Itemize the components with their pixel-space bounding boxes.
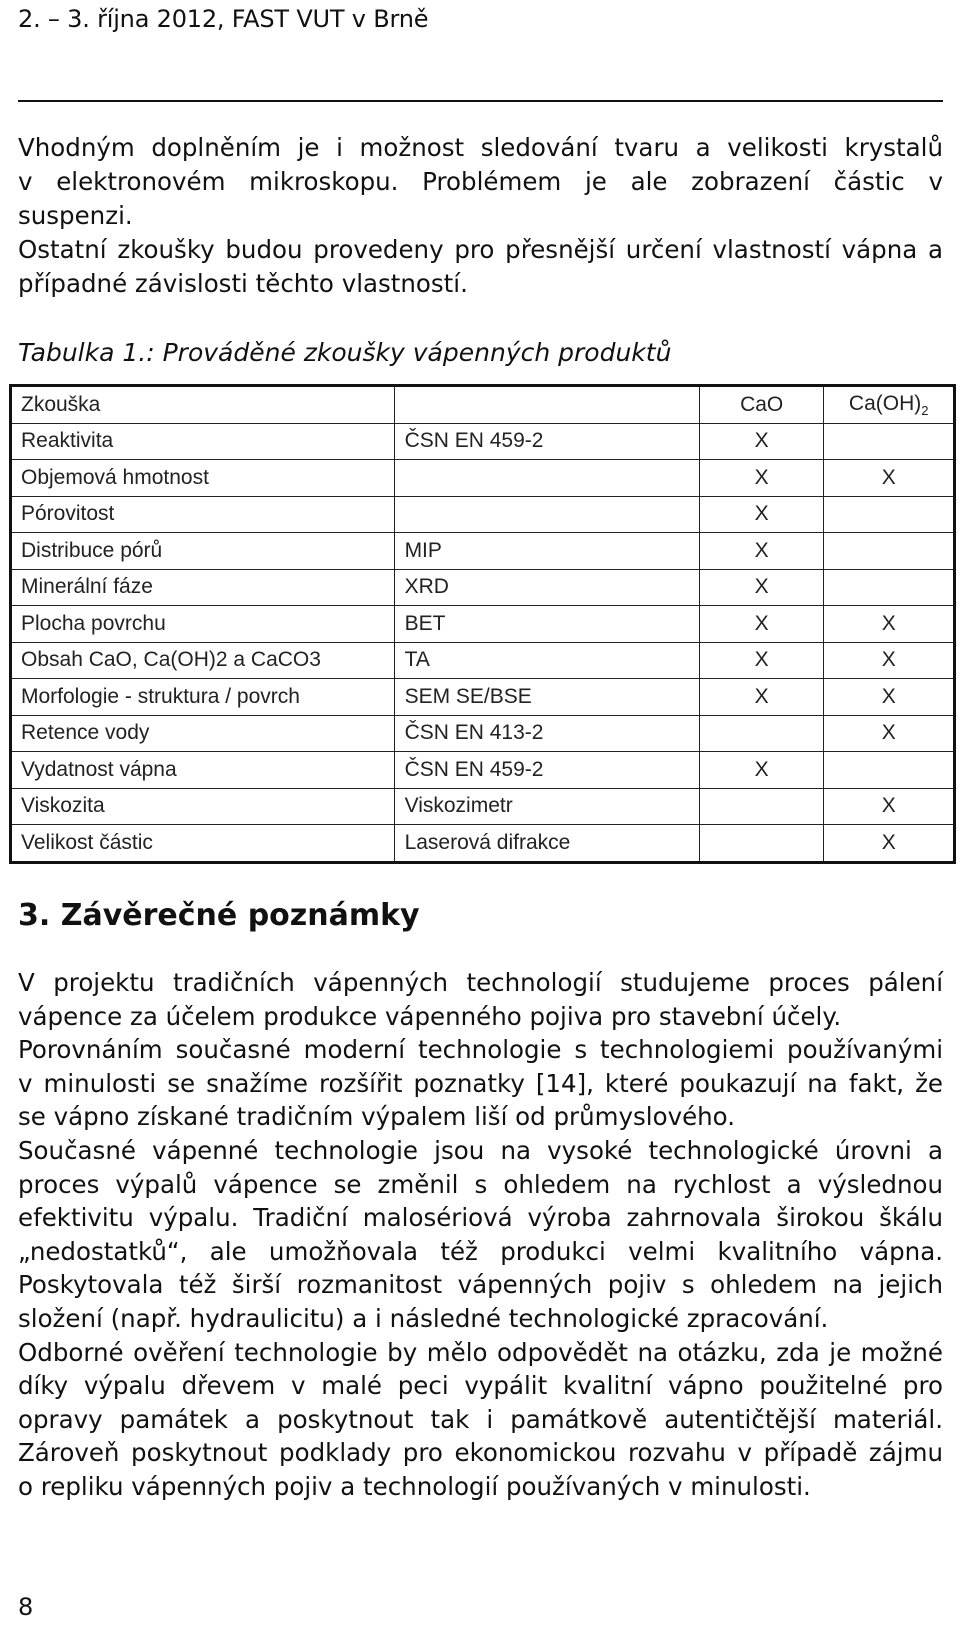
section-body	[18, 966, 943, 1504]
table-row	[11, 569, 955, 606]
body-line: Odborné ověření technologie by mělo odpovědět na otázku, zda je možné	[18, 1337, 943, 1367]
body-line: se vápno získané tradičním výpalem liší od průmyslového.	[18, 1102, 736, 1132]
cell-test: Pórovitost	[11, 496, 395, 533]
table-row	[11, 679, 955, 716]
cell-cao: X	[699, 569, 823, 606]
intro-line: suspenzi.	[18, 201, 133, 230]
cell-caoh2: X	[824, 825, 955, 863]
cell-caoh2	[824, 423, 955, 460]
cell-cao: X	[699, 496, 823, 533]
cell-method: XRD	[394, 569, 699, 606]
cell-cao: X	[699, 679, 823, 716]
cell-test: Distribuce pórů	[11, 533, 395, 570]
cell-method: ČSN EN 413-2	[394, 715, 699, 752]
table-row	[11, 606, 955, 643]
cell-cao	[699, 715, 823, 752]
cell-method	[394, 496, 699, 533]
running-header: 2. – 3. října 2012, FAST VUT v Brně	[18, 5, 429, 33]
cell-cao: X	[699, 752, 823, 789]
table-row	[11, 825, 955, 863]
header-method	[394, 386, 699, 424]
table-caption: Tabulka 1.: Prováděné zkoušky vápenných produktů	[18, 338, 672, 367]
cell-caoh2: X	[824, 606, 955, 643]
cell-method: Viskozimetr	[394, 788, 699, 825]
body-line: složení (např. hydraulicitu) a i následné technologické zpracování.	[18, 1303, 829, 1333]
cell-test: Retence vody	[11, 715, 395, 752]
cell-cao: X	[699, 460, 823, 497]
header-cao: CaO	[699, 386, 823, 424]
cell-test: Minerální fáze	[11, 569, 395, 606]
body-line: Porovnáním současné moderní technologie s technologiemi používanými	[18, 1035, 943, 1065]
body-line: Poskytovala též širší rozmanitost vápenných pojiv s ohledem na jejich	[18, 1270, 943, 1300]
body-line: „nedostatků“, ale umožňovala též produkci velmi kvalitního vápna.	[18, 1236, 943, 1266]
section-title: 3. Závěrečné poznámky	[18, 898, 420, 933]
table-row	[11, 752, 955, 789]
table-row	[11, 715, 955, 752]
cell-caoh2	[824, 752, 955, 789]
cell-caoh2: X	[824, 679, 955, 716]
cell-test: Morfologie - struktura / povrch	[11, 679, 395, 716]
table-row	[11, 460, 955, 497]
body-line: o repliku vápenných pojiv a technologií používaných v minulosti.	[18, 1471, 811, 1501]
cell-method: MIP	[394, 533, 699, 570]
cell-method: ČSN EN 459-2	[394, 752, 699, 789]
header-divider	[18, 100, 943, 102]
body-line: opravy památek a poskytnout tak i památkově autentičtější materiál.	[18, 1404, 943, 1434]
cell-method: SEM SE/BSE	[394, 679, 699, 716]
cell-method	[394, 460, 699, 497]
cell-test: Velikost částic	[11, 825, 395, 863]
body-line: Současné vápenné technologie jsou na vysoké technologické úrovni a	[18, 1135, 943, 1165]
table-row	[11, 423, 955, 460]
body-line: v minulosti se snažíme rozšířit poznatky [14], které poukazují na fakt, že	[18, 1068, 943, 1098]
intro-line: případné závislosti těchto vlastností.	[18, 269, 468, 298]
cell-method: ČSN EN 459-2	[394, 423, 699, 460]
table-row	[11, 533, 955, 570]
body-line: efektivitu výpalu. Tradiční malosériová výroba zahrnovala širokou škálu	[18, 1203, 943, 1233]
body-line: Zároveň poskytnout podklady pro ekonomickou rozvahu v případě zájmu	[18, 1438, 943, 1468]
cell-caoh2: X	[824, 460, 955, 497]
cell-cao	[699, 825, 823, 863]
cell-cao: X	[699, 423, 823, 460]
body-line: díky výpalu dřevem v malé peci vypálit kvalitní vápno použitelné pro	[18, 1371, 943, 1401]
table-header-row	[11, 386, 955, 424]
cell-cao	[699, 788, 823, 825]
cell-test: Objemová hmotnost	[11, 460, 395, 497]
cell-test: Obsah CaO, Ca(OH)2 a CaCO3	[11, 642, 395, 679]
cell-cao: X	[699, 606, 823, 643]
cell-test: Vydatnost vápna	[11, 752, 395, 789]
intro-line: v elektronovém mikroskopu. Problémem je ale zobrazení částic v	[18, 167, 943, 196]
cell-method: TA	[394, 642, 699, 679]
cell-test: Viskozita	[11, 788, 395, 825]
intro-paragraph	[18, 131, 943, 301]
page-number: 8	[18, 1593, 34, 1621]
body-line: vápence za účelem produkce vápenného pojiva pro stavební účely.	[18, 1001, 842, 1031]
body-line: proces výpalů vápence se změnil s ohledem na rychlost a výslednou	[18, 1169, 943, 1199]
cell-test: Reaktivita	[11, 423, 395, 460]
cell-cao: X	[699, 642, 823, 679]
cell-caoh2	[824, 496, 955, 533]
intro-line: Vhodným doplněním je i možnost sledování tvaru a velikosti krystalů	[18, 133, 943, 162]
body-line: V projektu tradičních vápenných technologií studujeme proces pálení	[18, 968, 943, 997]
cell-caoh2: X	[824, 788, 955, 825]
header-caoh2-base: Ca(OH)	[848, 391, 922, 415]
table-row	[11, 496, 955, 533]
cell-caoh2: X	[824, 642, 955, 679]
table-row	[11, 788, 955, 825]
cell-method: Laserová difrakce	[394, 825, 699, 863]
intro-line: Ostatní zkoušky budou provedeny pro přesnější určení vlastností vápna a	[18, 235, 943, 264]
header-caoh2	[824, 386, 955, 424]
cell-cao: X	[699, 533, 823, 570]
cell-caoh2	[824, 569, 955, 606]
cell-caoh2: X	[824, 715, 955, 752]
header-test: Zkouška	[11, 386, 395, 424]
cell-caoh2	[824, 533, 955, 570]
header-caoh2-sub: 2	[921, 402, 929, 418]
tests-table	[9, 384, 956, 864]
table-row	[11, 642, 955, 679]
cell-test: Plocha povrchu	[11, 606, 395, 643]
cell-method: BET	[394, 606, 699, 643]
